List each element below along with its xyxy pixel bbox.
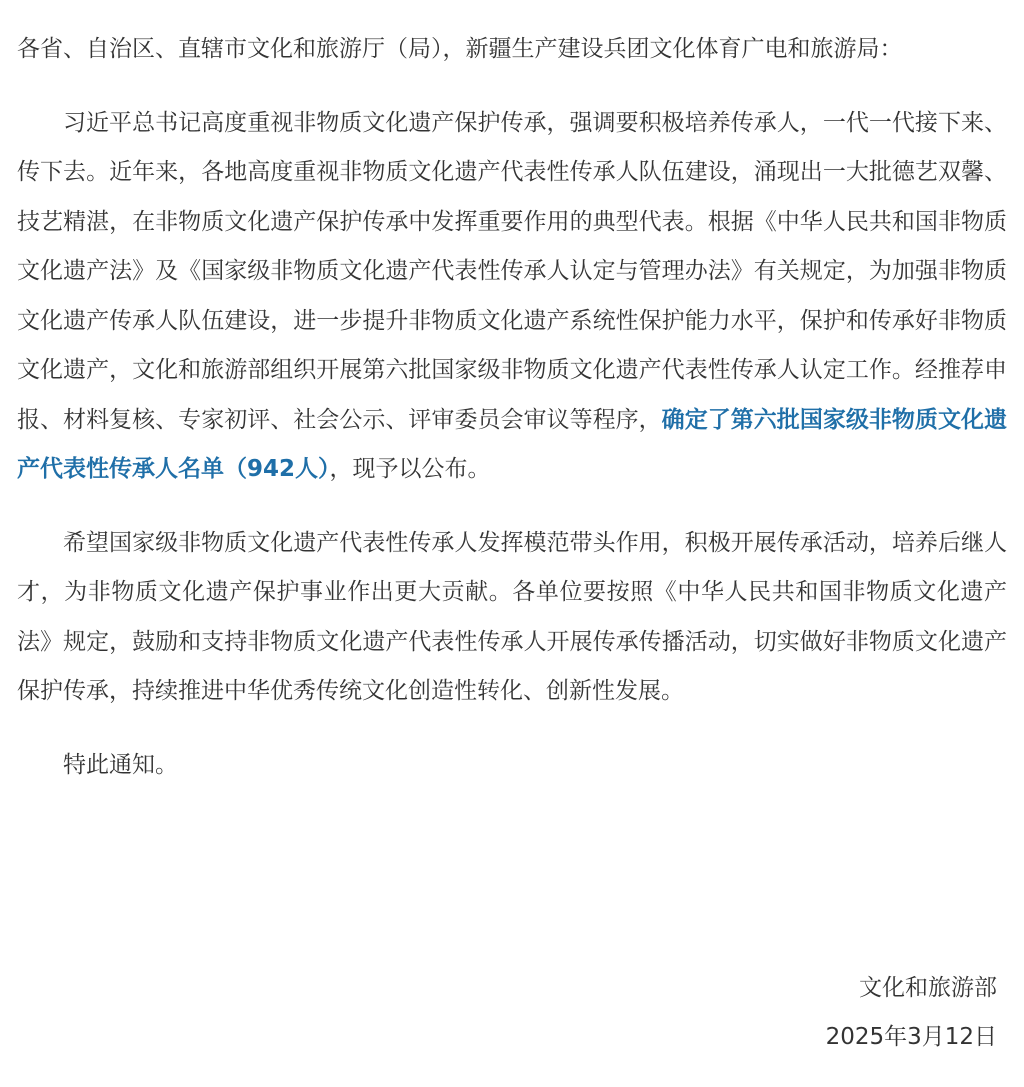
salutation: 各省、自治区、直辖市文化和旅游厅（局），新疆生产建设兵团文化体育广电和旅游局： — [17, 36, 903, 62]
signature-date: 2025年3月12日 — [825, 1024, 997, 1050]
notice-document — [17, 0, 1007, 790]
paragraph-expectation: 希望国家级非物质文化遗产代表性传承人发挥模范带头作用，积极开展传承活动，培养后继人才，为非物质文化遗产保护事业作出更大贡献。各单位要按照《中华人民共和国非物质文化遗产法》规定，鼓励和支持非物质文化遗产代表性传承人开展传承传播活动，切实做好非物质文化遗产保护传承，持续推进中华优秀传统文化创造性转化、创新性发展。 — [17, 529, 1007, 704]
paragraph-intro-text: 习近平总书记高度重视非物质文化遗产保护传承，强调要积极培养传承人，一代一代接下来、传下去。近年来，各地高度重视非物质文化遗产代表性传承人队伍建设，涌现出一大批德艺双馨、技艺精湛，在非物质文化遗产保护传承中发挥重要作用的典型代表。根据《中华人民共和国非物质文化遗产法》及《国家级非物质文化遗产代表性传承人认定与管理办法》有关规定，为加强非物质文化遗产传承人队伍建设，进一步提升非物质文化遗产系统性保护能力水平，保护和传承好非物质文化遗产，文化和旅游部组织开展第六批国家级非物质文化遗产代表性传承人认定工作。经推荐申报、材料复核、专家初评、社会公示、评审委员会审议等程序， — [17, 109, 1007, 433]
signature-organization: 文化和旅游部 — [859, 975, 997, 1001]
paragraph-intro — [17, 99, 1007, 495]
list-link[interactable]: 确定了第六批国家级非物质文化遗产代表性传承人名单（942人） — [17, 406, 1008, 482]
closing-text: 特此通知。 — [63, 751, 178, 778]
paragraph-intro-tail: ，现予以公布。 — [329, 456, 491, 482]
